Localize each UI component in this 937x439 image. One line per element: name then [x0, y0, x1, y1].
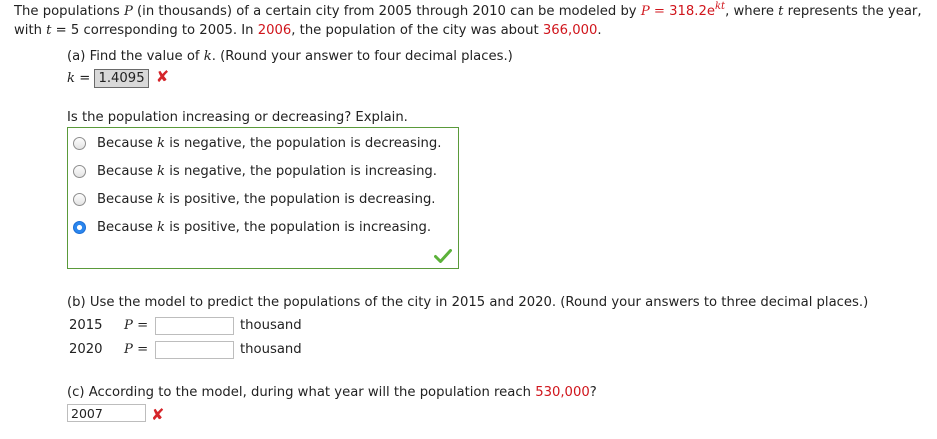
- variable-p: P: [123, 4, 133, 19]
- radio-button[interactable]: [73, 137, 86, 150]
- x-mark-icon: ✘: [151, 405, 165, 424]
- radio-button[interactable]: [73, 165, 86, 178]
- radio-button-selected[interactable]: [73, 221, 86, 234]
- text: represents the year,: [783, 4, 922, 19]
- option-label: Because k is positive, the population is increasing.: [97, 220, 432, 235]
- text: (a) Find the value of: [67, 49, 204, 64]
- text: .: [597, 23, 602, 38]
- equals-sign: =: [75, 71, 95, 86]
- checkmark-icon: [434, 249, 452, 263]
- text: (c) According to the model, during what year will the population reach: [67, 385, 536, 400]
- population-2020-input[interactable]: [155, 341, 234, 359]
- part-b-prompt: (b) Use the model to predict the populations of the city in 2015 and 2020. (Round your answers to three decimal places.): [67, 295, 869, 310]
- unit-label-2020: thousand: [240, 342, 302, 357]
- text: ?: [589, 385, 597, 400]
- x-mark-icon: ✘: [155, 67, 170, 86]
- answer-choices-box: [67, 127, 459, 269]
- option-label: Because k is positive, the population is decreasing.: [97, 192, 436, 207]
- highlight-year: 2006: [257, 23, 292, 38]
- text: , the population of the city was about: [291, 23, 543, 38]
- radio-button[interactable]: [73, 193, 86, 206]
- year-answer-input[interactable]: [67, 404, 146, 422]
- k-answer-field[interactable]: 1.4095: [94, 69, 148, 88]
- text: with: [14, 23, 47, 38]
- text: , where: [725, 4, 779, 19]
- part-a-question: Is the population increasing or decreasing? Explain.: [67, 110, 408, 125]
- option-label: Because k is negative, the population is decreasing.: [97, 136, 442, 151]
- problem-statement-line-2: [14, 22, 602, 40]
- variable-t: t: [778, 4, 784, 19]
- part-a-prompt: [67, 48, 513, 66]
- part-c-prompt: [67, 384, 597, 402]
- p-label-2015: P =: [124, 318, 149, 333]
- text: = 5 corresponding to 2005. In: [51, 23, 258, 38]
- text: . (Round your answer to four decimal places.): [211, 49, 513, 64]
- model-equation: [640, 1, 726, 19]
- problem-statement-line-1: [14, 3, 922, 21]
- variable-t: t: [46, 23, 52, 38]
- highlight-population: 366,000: [542, 23, 598, 38]
- model-base: 318.2e: [669, 4, 715, 19]
- k-label: k: [67, 71, 75, 86]
- option-label: Because k is negative, the population is increasing.: [97, 164, 437, 179]
- highlight-target-population: 530,000: [535, 385, 590, 400]
- model-exponent: kt: [715, 1, 726, 12]
- unit-label-2015: thousand: [240, 318, 302, 333]
- year-2020-label: 2020: [69, 342, 103, 357]
- year-2015-label: 2015: [69, 318, 103, 333]
- population-2015-input[interactable]: [155, 317, 234, 335]
- model-lhs: P =: [640, 4, 670, 19]
- k-answer-row: [67, 67, 169, 88]
- p-label-2020: P =: [124, 342, 149, 357]
- variable-k: k: [203, 49, 212, 64]
- text: (in thousands) of a certain city from 2005 through 2010 can be modeled by: [132, 4, 641, 19]
- text: The populations: [14, 4, 124, 19]
